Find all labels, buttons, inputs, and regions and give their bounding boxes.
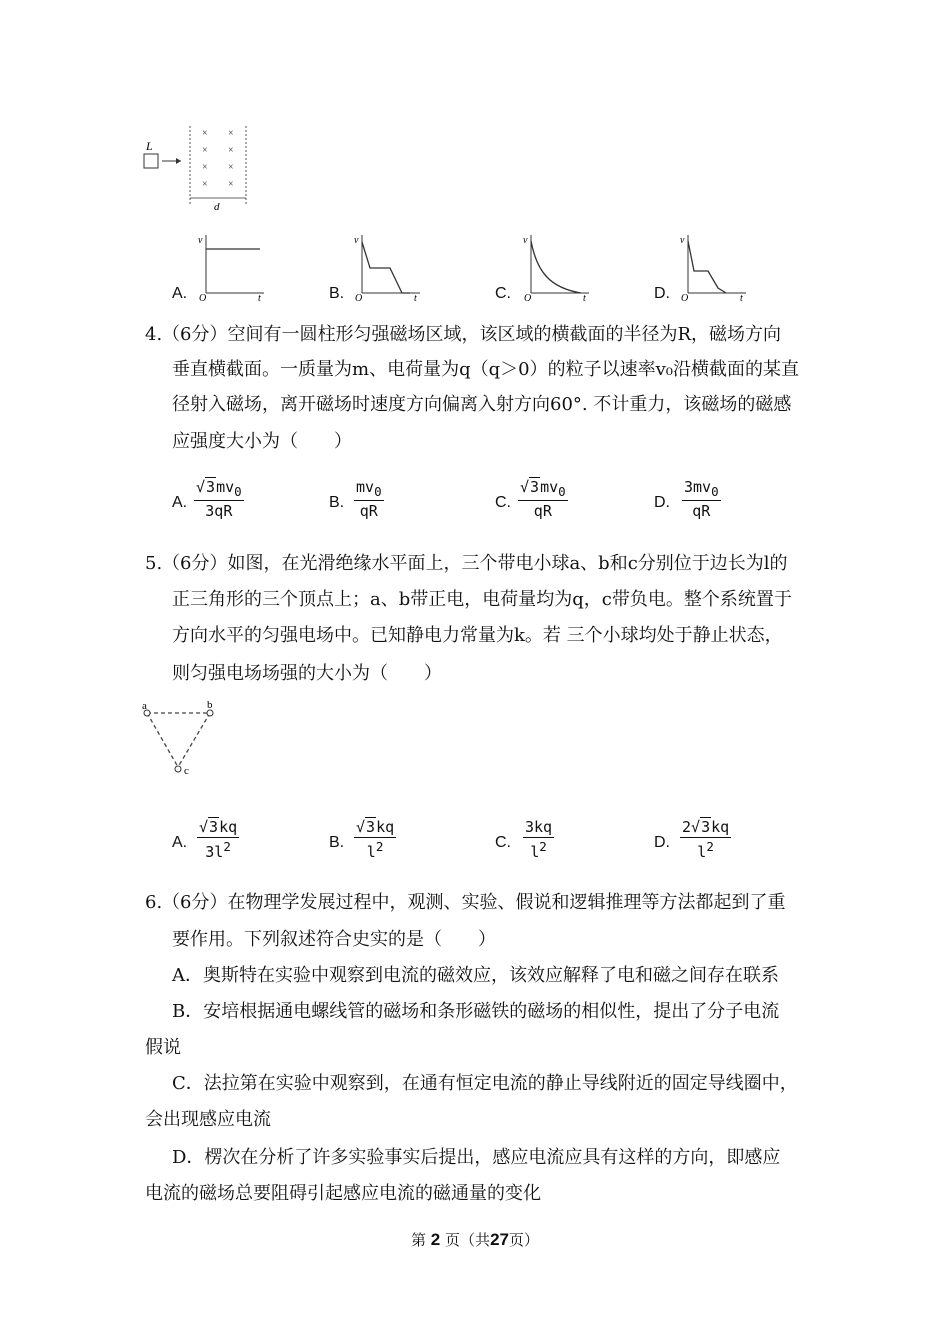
q4-option-c-fraction: $\frac{√3mv_0}{qR}$ (520, 478, 566, 520)
q5-number: 5. (145, 553, 163, 574)
q5-line-2: 正三角形的三个顶点上；a、b带正电，电荷量均为q，c带负电。整个系统置于 (172, 589, 792, 610)
magnetic-field-marks (202, 128, 234, 190)
velocity-curve (688, 241, 726, 293)
q3-graph-a (196, 233, 268, 303)
q6-option-b: B．安培根据通电螺线管的磁场和条形磁铁的磁场的相似性，提出了分子电流 (172, 1001, 780, 1022)
t-label: t (258, 293, 261, 303)
q3-graph-d (678, 233, 750, 303)
q6-line-1: （6分）在物理学发展过程中，观测、实验、假说和逻辑推理等方法都起到了重 (162, 892, 786, 913)
q4-number: 4. (145, 324, 163, 345)
svg-text:×: × (228, 128, 234, 139)
origin-label: O (199, 293, 207, 303)
field-width-label: d (214, 201, 220, 212)
q3-graph-b (352, 233, 424, 303)
q4-option-b-fraction: $\frac{mv_0}{qR}$ (356, 478, 382, 520)
current-page: 2 (430, 1230, 441, 1249)
velocity-curve (362, 242, 410, 293)
label-a: a (142, 700, 147, 712)
q3-option-d-letter: D. (654, 285, 670, 302)
q6-number: 6. (145, 892, 163, 913)
q5-option-a-letter: A. (172, 834, 188, 851)
svg-text:×: × (228, 145, 234, 156)
q4-option-d-fraction: $\frac{3mv_0}{qR}$ (684, 478, 719, 520)
q5-line-1: （6分）如图，在光滑绝缘水平面上，三个带电小球a、b和c分别位于边长为l的 (162, 553, 788, 574)
q5-line-3: 方向水平的匀强电场中。已知静电力常量为k。若 三个小球均处于静止状态， (172, 625, 783, 646)
page-footer: 第 2 页（共27页） (411, 1230, 539, 1249)
q4-line-3: 径射入磁场，离开磁场时速度方向偏离入射方向60°. 不计重力，该磁场的磁感 (172, 394, 792, 415)
svg-text:×: × (202, 179, 208, 190)
q3-option-c-letter: C. (495, 285, 511, 302)
q5-option-c-letter: C. (495, 834, 511, 851)
q4-line-4: 应强度大小为（ ） (172, 431, 352, 452)
v-label: v (354, 235, 359, 246)
v-label: v (523, 235, 528, 246)
q4-option-a-fraction: $\frac{√3mv_0}{3qR}$ (196, 478, 242, 520)
svg-text:×: × (202, 145, 208, 156)
label-c: c (184, 765, 189, 777)
q5-option-b-fraction: $\frac{√3kq}{l^2}$ (356, 818, 395, 861)
origin-label: O (524, 293, 532, 303)
origin-label: O (355, 293, 363, 303)
q6-option-b-cont: 假说 (145, 1037, 181, 1058)
total-pages: 27 (490, 1230, 509, 1249)
loop-side-label: L (146, 139, 153, 153)
q6-option-a: A．奥斯特在实验中观察到电流的磁效应，该效应解释了电和磁之间存在联系 (172, 965, 779, 986)
svg-text:×: × (228, 179, 234, 190)
v-label: v (680, 235, 685, 246)
q6-option-d: D．楞次在分析了许多实验事实后提出，感应电流应具有这样的方向，即感应 (172, 1147, 781, 1168)
t-label: t (414, 293, 417, 303)
q3-option-a-letter: A. (172, 285, 188, 302)
q3-field-figure (138, 120, 253, 212)
t-label: t (740, 293, 743, 303)
q5-option-d-letter: D. (654, 834, 670, 851)
q4-option-a-letter: A. (172, 494, 188, 511)
svg-text:×: × (228, 162, 234, 173)
q4-line-2: 垂直横截面。一质量为m、电荷量为q（q＞0）的粒子以速率v₀沿横截面的某直 (172, 359, 799, 380)
velocity-curve (531, 241, 581, 293)
origin-label: O (681, 293, 689, 303)
svg-text:×: × (202, 128, 208, 139)
q5-option-d-fraction: $\frac{2√3kq}{l^2}$ (682, 818, 730, 861)
q6-option-c-cont: 会出现感应电流 (145, 1109, 271, 1130)
q3-graph-c (521, 233, 593, 303)
q4-option-d-letter: D. (654, 494, 670, 511)
velocity-arrow (176, 158, 181, 164)
label-b: b (207, 699, 213, 711)
q5-option-c-fraction: $\frac{3kq}{l^2}$ (525, 818, 553, 861)
ball-c (175, 766, 181, 772)
q6-option-d-cont: 电流的磁场总要阻碍引起感应电流的磁通量的变化 (145, 1183, 541, 1204)
q4-line-1: （6分）空间有一圆柱形匀强磁场区域，该区域的横截面的半径为R，磁场方向 (162, 324, 782, 345)
q5-option-b-letter: B. (329, 834, 345, 851)
q6-option-c: C．法拉第在实验中观察到，在通有恒定电流的静止导线附近的固定导线圈中， (172, 1073, 798, 1094)
svg-text:×: × (202, 162, 208, 173)
q5-option-a-fraction: $\frac{√3kq}{3l^2}$ (199, 818, 238, 861)
q4-option-b-letter: B. (329, 494, 345, 511)
q3-option-b-letter: B. (329, 285, 345, 302)
v-label: v (198, 235, 203, 246)
t-label: t (583, 293, 586, 303)
q6-line-2: 要作用。下列叙述符合史实的是（ ） (172, 929, 496, 950)
q5-line-4: 则匀强电场场强的大小为（ ） (172, 663, 442, 684)
q5-triangle-figure (138, 697, 228, 779)
conducting-loop (144, 154, 158, 168)
q4-option-c-letter: C. (495, 494, 511, 511)
